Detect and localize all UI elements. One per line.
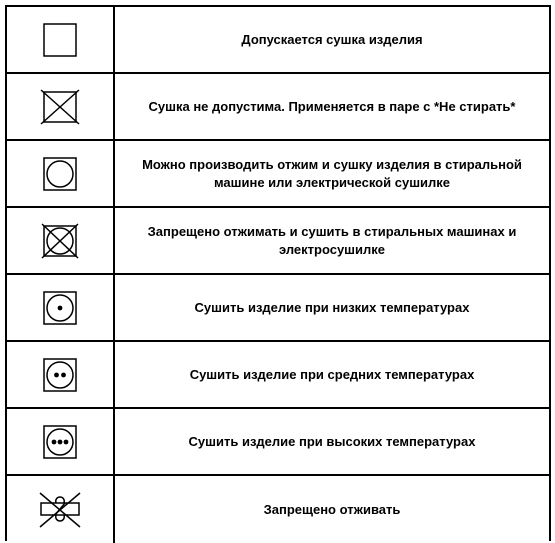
icon-cell	[7, 275, 115, 340]
icon-cell	[7, 74, 115, 139]
tumble-dry-not-allowed-icon	[40, 89, 80, 125]
do-not-wring-icon	[38, 492, 82, 528]
dry-high-heat-icon	[43, 425, 77, 459]
icon-cell	[7, 476, 115, 543]
table-row	[7, 342, 549, 409]
icon-cell	[7, 141, 115, 206]
table-row	[7, 409, 549, 476]
dry-low-heat-icon	[43, 291, 77, 325]
row-description: Можно производить отжим и сушку изделия в стиральной машине или электрической сушилке	[142, 156, 522, 190]
row-description: Запрещено отживать	[263, 501, 401, 517]
machine-dry-forbidden-icon	[41, 223, 79, 259]
row-description: Сушить изделие при низких температурах	[194, 299, 470, 315]
table-row	[7, 141, 549, 208]
icon-cell	[7, 7, 115, 72]
row-description: Сушить изделие при высоких температурах	[188, 433, 476, 449]
table-row	[7, 7, 549, 74]
icon-cell	[7, 409, 115, 474]
row-description: Допускается сушка изделия	[241, 31, 423, 47]
icon-cell	[7, 208, 115, 273]
drying-symbols-table	[5, 5, 551, 541]
dry-medium-heat-icon	[43, 358, 77, 392]
table-row	[7, 275, 549, 342]
table-row	[7, 74, 549, 141]
row-description: Сушка не допустима. Применяется в паре с *Не стирать*	[148, 98, 516, 114]
row-description: Сушить изделие при средних температурах	[189, 366, 475, 382]
row-description: Запрещено отжимать и сушить в стиральных машинах и электросушилке	[147, 223, 517, 257]
machine-dry-icon	[43, 157, 77, 191]
table-row	[7, 208, 549, 275]
table-row	[7, 476, 549, 543]
tumble-dry-allowed-icon	[43, 23, 77, 57]
icon-cell	[7, 342, 115, 407]
